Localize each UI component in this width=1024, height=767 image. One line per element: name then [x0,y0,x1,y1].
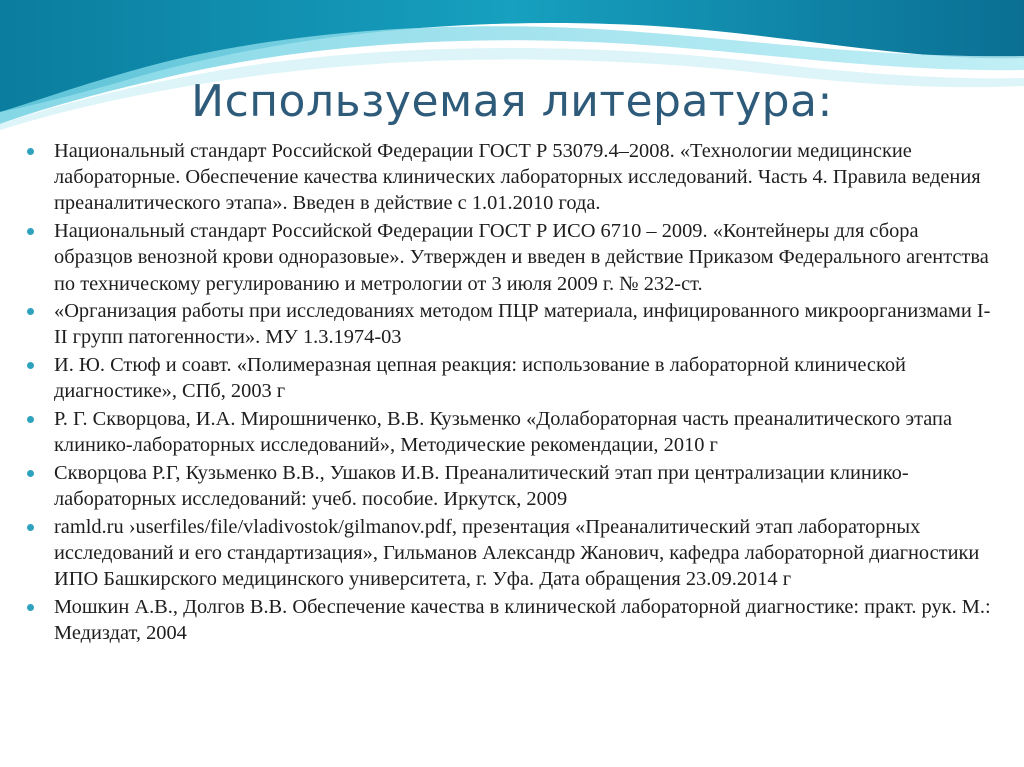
reference-text: Скворцова Р.Г, Кузьменко В.В., Ушаков И.В. Преаналитический этап при централизации клинико-лабораторных исследований: учеб. пособие. Иркутск, 2009 [54,461,909,511]
reference-text: Национальный стандарт Российской Федерации ГОСТ Р 53079.4–2008. «Технологии медицинские лабораторные. Обеспечение качества клинических лабораторных исследований. Часть 4. Правила ведения преаналитического этапа». Введен в действие с 1.01.2010 года. [54,140,981,215]
reference-text: И. Ю. Стюф и соавт. «Полимеразная цепная реакция: использование в лабораторной клинической диагностике», СПб, 2003 г [54,354,906,403]
reference-item [22,594,997,646]
bullet-icon [27,148,34,155]
bullet-icon [27,308,34,315]
reference-text: «Организация работы при исследованиях методом ПЦР материала, инфицированного микроорганизмами I-II групп патогенности». МУ 1.3.1974-03 [54,300,991,349]
reference-item [22,514,997,593]
reference-item [22,298,997,350]
references-list [22,138,997,648]
bullet-icon [27,416,34,423]
bullet-icon [27,604,34,611]
bullet-icon [27,362,34,369]
reference-item [22,218,997,297]
bullet-icon [27,470,34,477]
reference-item [22,460,997,512]
reference-item [22,138,997,217]
slide-title: Используемая литература: [191,76,833,127]
reference-item [22,406,997,458]
bullet-icon [27,228,34,235]
bullet-icon [27,524,34,531]
reference-text: ramld.ru ›userfiles/file/vladivostok/gilmanov.pdf, презентация «Преаналитический этап лабораторных исследований и его стандартизация», Гильманов Александр Жанович, кафедра лабораторной диагностики ИПО Башкирского медицинского университета, г. Уфа. Дата обращения 23.09.2014 г [54,515,980,591]
reference-text: Национальный стандарт Российской Федерации ГОСТ Р ИСО 6710 – 2009. «Контейнеры для сбора образцов венозной крови одноразовые». Утвержден и введен в действие Приказом Федерального агентства по техническому регулированию и метрологии от 3 июля 2009 г. № 232-ст. [54,220,989,295]
reference-text: Р. Г. Скворцова, И.А. Мирошниченко, В.В. Кузьменко «Долабораторная часть преаналитического этапа клинико-лабораторных исследований», Методические рекомендации, 2010 г [54,408,953,457]
reference-text: Мошкин А.В., Долгов В.В. Обеспечение качества в клинической лабораторной диагностике: практ. рук. М.: Медиздат, 2004 [54,595,991,645]
reference-item [22,352,997,404]
